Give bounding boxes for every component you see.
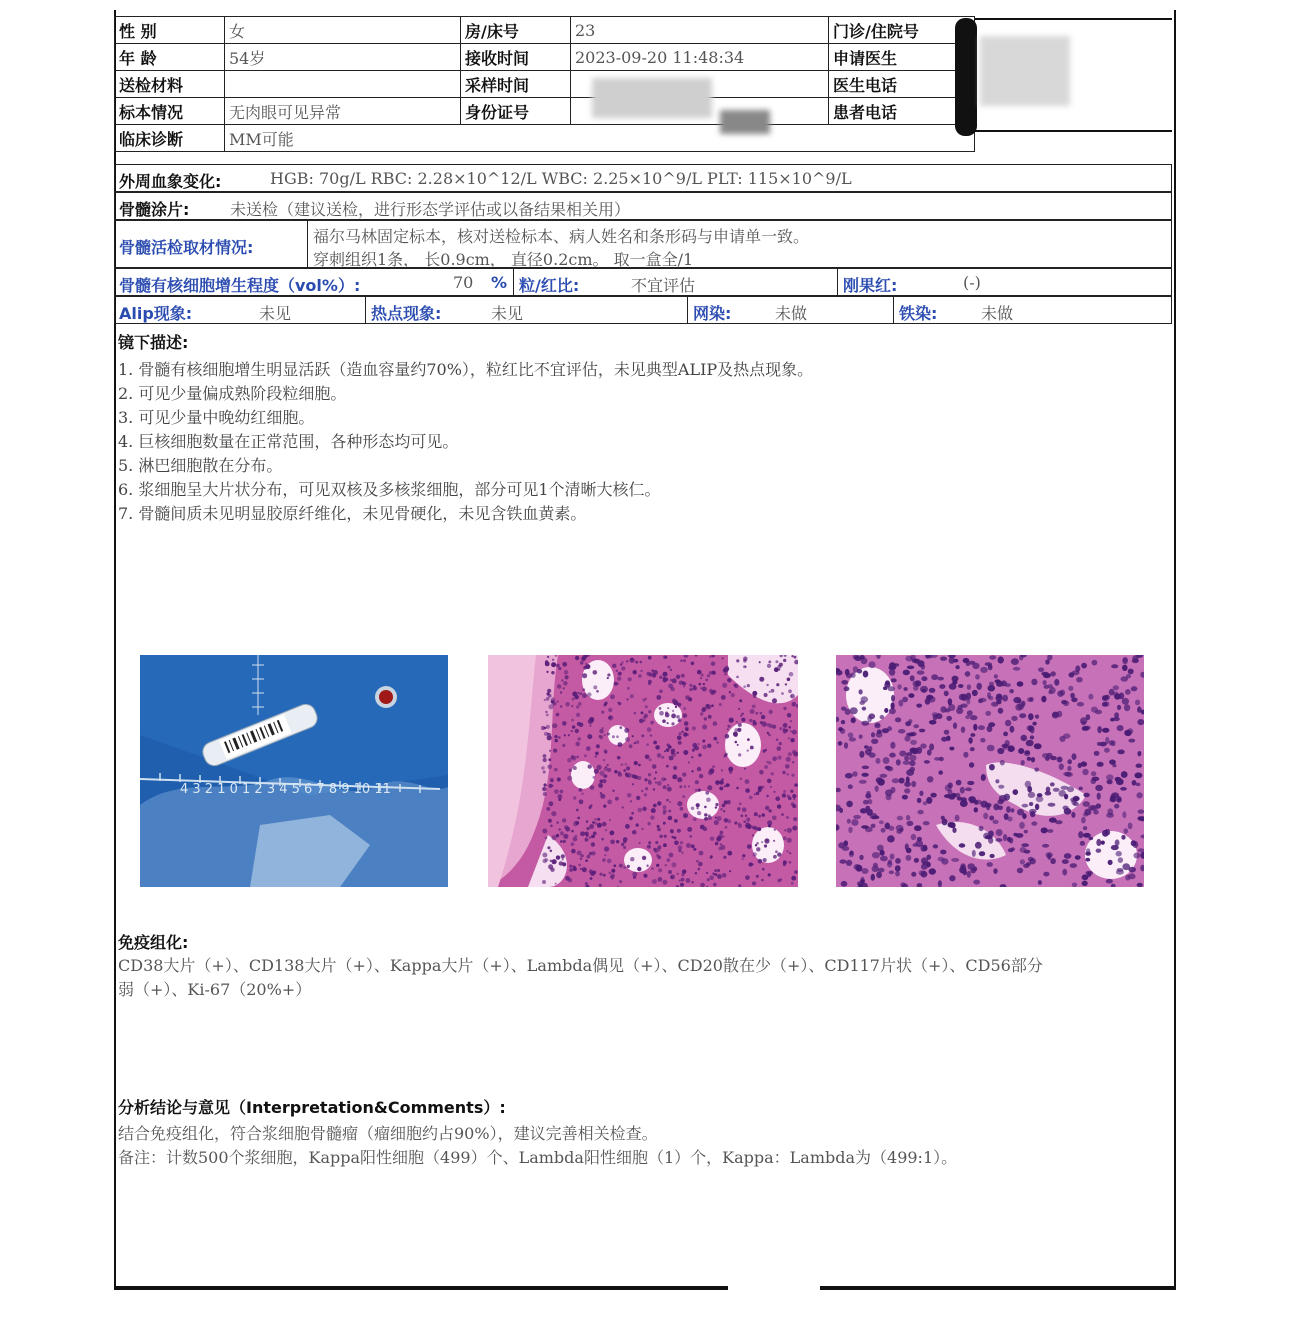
sample-time-label: 采样时间 bbox=[461, 71, 571, 98]
microscopy-item: 3. 可见少量中晚幼红细胞。 bbox=[118, 408, 315, 427]
microscopy-title: 镜下描述: bbox=[118, 333, 189, 352]
ratio-label: 粒/红比: bbox=[519, 276, 580, 295]
conclusion-text bbox=[118, 1122, 957, 1170]
biopsy-label: 骨髓活检取材情况: bbox=[119, 238, 254, 257]
reticulin-label: 网染: bbox=[693, 304, 732, 323]
patient-info-table bbox=[114, 16, 975, 152]
hotspot-value: 未见 bbox=[491, 304, 524, 323]
congo-red-value: (-) bbox=[963, 273, 981, 292]
biopsy-line-1: 福尔马林固定标本，核对送检标本、病人姓名和条形码与申请单一致。 bbox=[313, 227, 810, 246]
id-number-label: 身份证号 bbox=[461, 98, 571, 125]
cellularity-row bbox=[114, 268, 1172, 296]
immuno-title: 免疫组化: bbox=[118, 933, 189, 952]
redaction-mask bbox=[955, 18, 977, 136]
age-label: 年 龄 bbox=[115, 44, 225, 71]
stains-row bbox=[114, 296, 1172, 324]
iron-label: 铁染: bbox=[899, 304, 938, 323]
histology-low-power-image bbox=[488, 655, 798, 887]
alip-label: Alip现象: bbox=[119, 304, 193, 323]
receive-time-label: 接收时间 bbox=[461, 44, 571, 71]
specimen-value: 无肉眼可见异常 bbox=[225, 98, 461, 125]
biopsy-divider bbox=[307, 221, 308, 267]
iron-value: 未做 bbox=[981, 304, 1014, 323]
biopsy-line-2: 穿刺组织1条， 长0.9cm， 直径0.2cm。 取一盒全/1 bbox=[313, 250, 694, 269]
redaction-blur bbox=[720, 110, 770, 134]
stain-divider bbox=[893, 297, 894, 323]
receive-time-value: 2023-09-20 11:48:34 bbox=[571, 44, 829, 71]
immuno-text bbox=[118, 954, 1043, 1002]
diagnosis-value: MM可能 bbox=[225, 125, 975, 152]
material-value bbox=[225, 71, 461, 98]
stain-divider bbox=[365, 297, 366, 323]
conclusion-line-2: 备注：计数500个浆细胞，Kappa阳性细胞（499）个、Lambda阳性细胞（1）个，Kappa：Lambda为（499:1）。 bbox=[118, 1148, 958, 1167]
congo-red-label: 刚果红: bbox=[843, 276, 898, 295]
marrow-smear-row bbox=[114, 192, 1172, 220]
gender-value: 女 bbox=[225, 17, 461, 44]
peripheral-blood-row bbox=[114, 164, 1172, 192]
histology-high-power-image bbox=[836, 655, 1144, 887]
microscopy-list bbox=[118, 358, 813, 526]
microscopy-item: 5. 淋巴细胞散在分布。 bbox=[118, 456, 283, 475]
biopsy-row bbox=[114, 220, 1172, 268]
peripheral-blood-label: 外周血象变化: bbox=[119, 172, 222, 191]
reticulin-value: 未做 bbox=[775, 304, 808, 323]
bed-value: 23 bbox=[571, 17, 829, 44]
microscopy-item: 7. 骨髓间质未见明显胶原纤维化，未见骨硬化，未见含铁血黄素。 bbox=[118, 504, 587, 523]
microscopy-item: 4. 巨核细胞数量在正常范围，各种形态均可见。 bbox=[118, 432, 459, 451]
microscopy-item: 1. 骨髓有核细胞增生明显活跃（造血容量约70%），粒红比不宜评估，未见典型ALIP及热点现象。 bbox=[118, 360, 814, 379]
marrow-smear-label: 骨髓涂片: bbox=[119, 200, 190, 219]
specimen-label: 标本情况 bbox=[115, 98, 225, 125]
conclusion-line-1: 结合免疫组化，符合浆细胞骨髓瘤（瘤细胞约占90%），建议完善相关检查。 bbox=[118, 1124, 658, 1143]
microscopy-item: 6. 浆细胞呈大片状分布，可见双核及多核浆细胞，部分可见1个清晰大核仁。 bbox=[118, 480, 661, 499]
immuno-line-1: CD38大片（+）、CD138大片（+）、Kappa大片（+）、Lambda偶见（+）、CD20散在少（+）、CD117片状（+）、CD56部分 bbox=[118, 956, 1043, 975]
header-right-rule bbox=[975, 18, 1172, 20]
clinic-number-label: 门诊/住院号 bbox=[829, 17, 975, 44]
cell-divider bbox=[513, 269, 514, 295]
ratio-value: 不宜评估 bbox=[631, 276, 696, 295]
redaction-blur bbox=[592, 78, 712, 118]
cell-divider bbox=[837, 269, 838, 295]
alip-value: 未见 bbox=[259, 304, 292, 323]
doctor-phone-label: 医生电话 bbox=[829, 71, 975, 98]
hotspot-label: 热点现象: bbox=[371, 304, 442, 323]
gender-label: 性 别 bbox=[115, 17, 225, 44]
stain-divider bbox=[687, 297, 688, 323]
peripheral-blood-value: HGB: 70g/L RBC: 2.28×10^12/L WBC: 2.25×10^9/L PLT: 115×10^9/L bbox=[270, 169, 852, 188]
age-value: 54岁 bbox=[225, 44, 461, 71]
immuno-line-2: 弱（+）、Ki-67（20%+） bbox=[118, 980, 312, 999]
specimen-photo bbox=[140, 655, 448, 887]
cellularity-unit: % bbox=[491, 273, 508, 292]
conclusion-title: 分析结论与意见（Interpretation&Comments）: bbox=[118, 1098, 506, 1117]
patient-phone-label: 患者电话 bbox=[829, 98, 975, 125]
header-right-rule bbox=[975, 130, 1172, 132]
cellularity-label: 骨髓有核细胞增生程度（vol%）: bbox=[119, 276, 361, 295]
diagnosis-label: 临床诊断 bbox=[115, 125, 225, 152]
redaction-blur bbox=[980, 36, 1070, 106]
bed-label: 房/床号 bbox=[461, 17, 571, 44]
material-label: 送检材料 bbox=[115, 71, 225, 98]
cellularity-value: 70 bbox=[453, 273, 474, 292]
microscopy-item: 2. 可见少量偏成熟阶段粒细胞。 bbox=[118, 384, 347, 403]
ruler-numbers: 4 3 2 1 0 1 2 3 4 5 6 7 8 9 10 11 bbox=[180, 782, 391, 797]
bottom-rule bbox=[114, 1286, 728, 1290]
doctor-label: 申请医生 bbox=[829, 44, 975, 71]
marrow-smear-value: 未送检（建议送检，进行形态学评估或以备结果相关用） bbox=[230, 200, 631, 219]
bottom-rule bbox=[820, 1286, 1174, 1290]
